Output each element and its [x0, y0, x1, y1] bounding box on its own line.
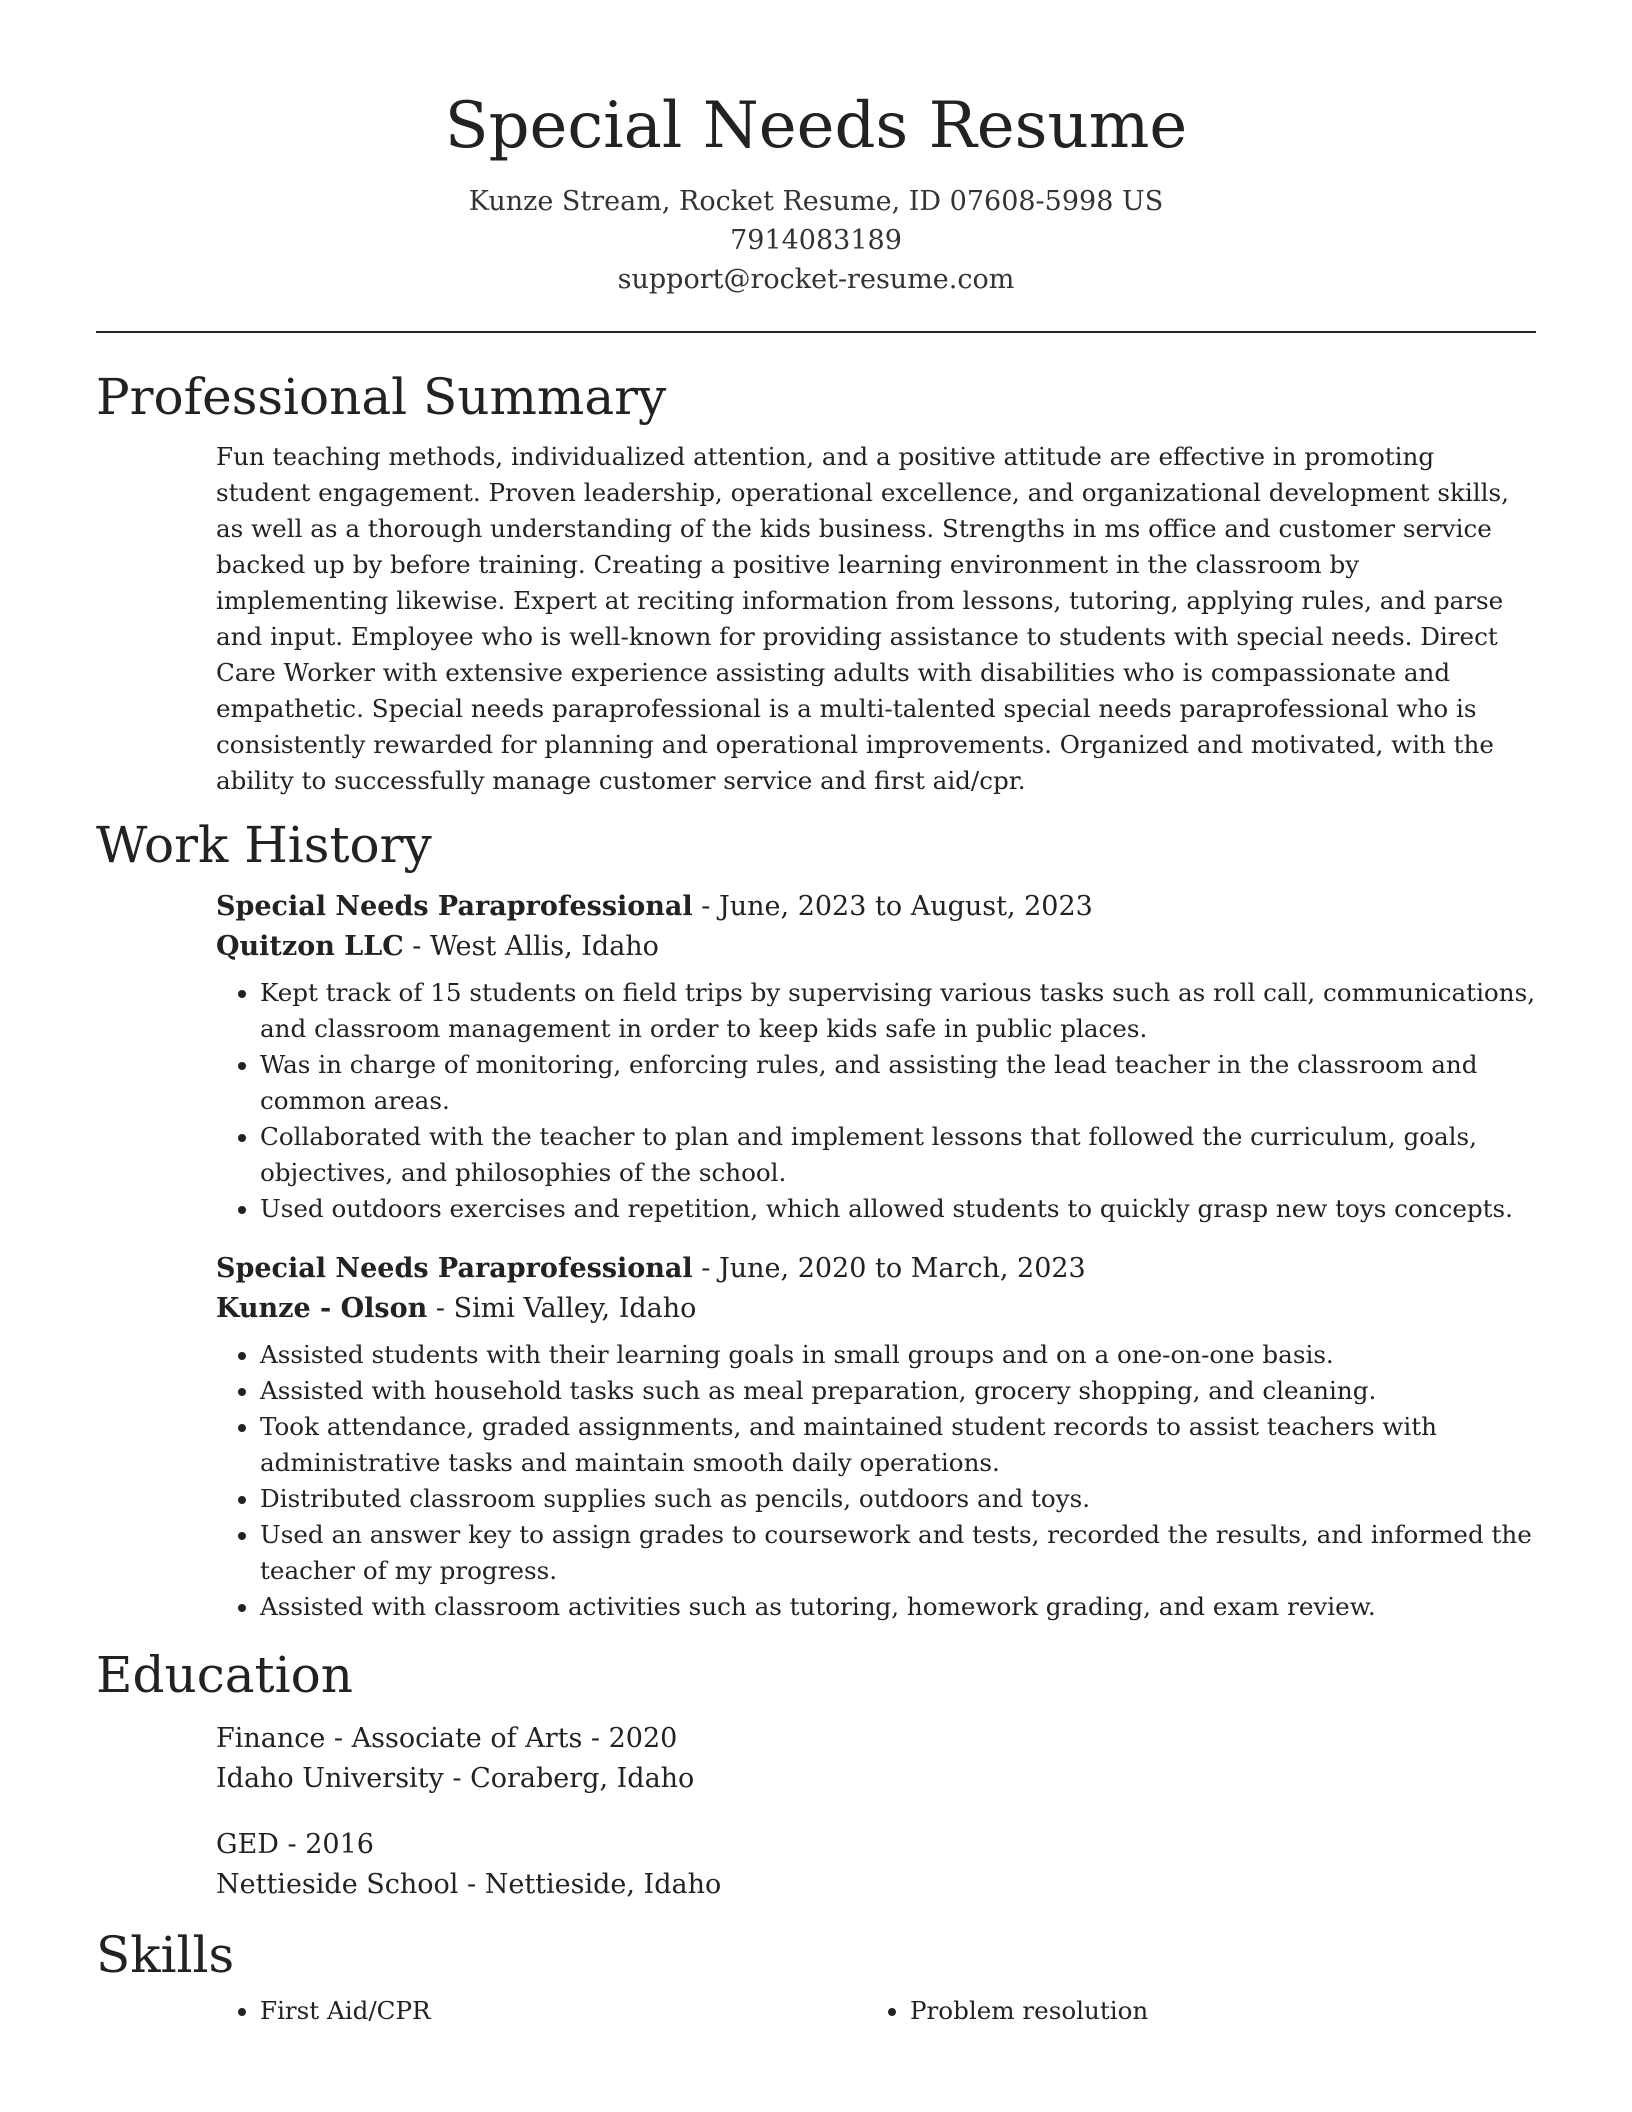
skills-column — [216, 1993, 866, 2029]
education-degree: GED — [216, 1829, 279, 1860]
education-degree-line — [216, 1719, 1536, 1759]
job-bullet: • Assisted with household tasks such as meal preparation, grocery shopping, and cleaning. — [260, 1373, 1536, 1409]
job-bullet: • Assisted students with their learning goals in small groups and on a one-on-one basis. — [260, 1337, 1536, 1373]
job-bullet: • Was in charge of monitoring, enforcing rules, and assisting the lead teacher in the classroom and common areas. — [260, 1047, 1536, 1119]
skills-column — [866, 1993, 1516, 2029]
job-dates: - June, 2023 to August, 2023 — [692, 891, 1093, 922]
job-role: Special Needs Paraprofessional — [216, 891, 693, 922]
summary-heading: Professional Summary — [96, 368, 667, 426]
contact-phone: 7914083189 — [730, 225, 902, 256]
job-bullet-list — [216, 1337, 1536, 1625]
education-heading: Education — [96, 1646, 353, 1704]
skills-heading: Skills — [96, 1926, 235, 1984]
education-entry — [216, 1719, 1536, 1799]
skill-item: • Problem resolution — [910, 1993, 1516, 2029]
education-list — [216, 1719, 1536, 1905]
contact-address: Kunze Stream, Rocket Resume, ID 07608-5998 US — [468, 186, 1164, 217]
resume-title: Special Needs Resume — [444, 89, 1188, 163]
job-entry — [216, 1249, 1536, 1625]
job-bullet: • Kept track of 15 students on field trips by supervising various tasks such as roll call, communications, and classroom management in order to keep kids safe in public places. — [260, 975, 1536, 1047]
job-employer: Quitzon LLC — [216, 931, 404, 962]
job-bullet: • Collaborated with the teacher to plan and implement lessons that followed the curriculum, goals, objectives, and philosophies of the school. — [260, 1119, 1536, 1191]
education-school-line — [216, 1759, 1536, 1799]
job-employer-line — [216, 1289, 1536, 1329]
education-year: - 2016 — [278, 1829, 374, 1860]
work-history-list — [216, 887, 1536, 1625]
education-year: - 2020 — [582, 1723, 678, 1754]
job-bullet: • Took attendance, graded assignments, and maintained student records to assist teachers with administrative tasks and maintain smooth daily operations. — [260, 1409, 1536, 1481]
skills-grid — [216, 1993, 1536, 2029]
job-location: - Simi Valley, Idaho — [427, 1293, 697, 1324]
contact-email: support@rocket-resume.com — [617, 264, 1015, 295]
education-degree-line — [216, 1825, 1536, 1865]
work-history-heading: Work History — [96, 816, 432, 874]
job-bullet: • Assisted with classroom activities such as tutoring, homework grading, and exam review. — [260, 1589, 1536, 1625]
job-entry — [216, 887, 1536, 1227]
job-bullet: • Distributed classroom supplies such as pencils, outdoors and toys. — [260, 1481, 1536, 1517]
education-school-line — [216, 1865, 1536, 1905]
education-degree: Finance - Associate of Arts — [216, 1723, 583, 1754]
education-location: - Nettieside, Idaho — [458, 1869, 722, 1900]
education-location: - Coraberg, Idaho — [443, 1763, 695, 1794]
summary-text: Fun teaching methods, individualized attention, and a positive attitude are effective in promoting student engagement. Proven leadership, operational excellence, and organizational development skills, as well as a thorough understanding of the kids business. Strengths in ms office and customer service backed up by before training. Creating a positive learning environment in the classroom by implementing likewise. Expert at reciting information from lessons, tutoring, applying rules, and parse and input. Employee who is well-known for providing assistance to students with special needs. Direct Care Worker with extensive experience assisting adults with disabilities who is compassionate and empathetic. Special needs paraprofessional is a multi-talented special needs paraprofessional who is consistently rewarded for planning and operational improvements. Organized and motivated, with the ability to successfully manage customer service and first aid/cpr. — [216, 442, 1509, 795]
job-title-line — [216, 1249, 1536, 1289]
job-title-line — [216, 887, 1536, 927]
job-location: - West Allis, Idaho — [403, 931, 659, 962]
education-entry — [216, 1825, 1536, 1905]
resume-page — [96, 0, 1536, 2029]
skill-item: • First Aid/CPR — [260, 1993, 866, 2029]
job-role: Special Needs Paraprofessional — [216, 1253, 693, 1284]
job-employer: Kunze - Olson — [216, 1293, 428, 1324]
job-employer-line — [216, 927, 1536, 967]
resume-header — [96, 0, 1536, 299]
job-bullet-list — [216, 975, 1536, 1227]
job-bullet: • Used outdoors exercises and repetition, which allowed students to quickly grasp new toys concepts. — [260, 1191, 1536, 1227]
education-school: Nettieside School — [216, 1869, 459, 1900]
education-school: Idaho University — [216, 1763, 444, 1794]
job-dates: - June, 2020 to March, 2023 — [692, 1253, 1086, 1284]
job-bullet: • Used an answer key to assign grades to coursework and tests, recorded the results, and informed the teacher of my progress. — [260, 1517, 1536, 1589]
header-divider — [96, 331, 1536, 333]
